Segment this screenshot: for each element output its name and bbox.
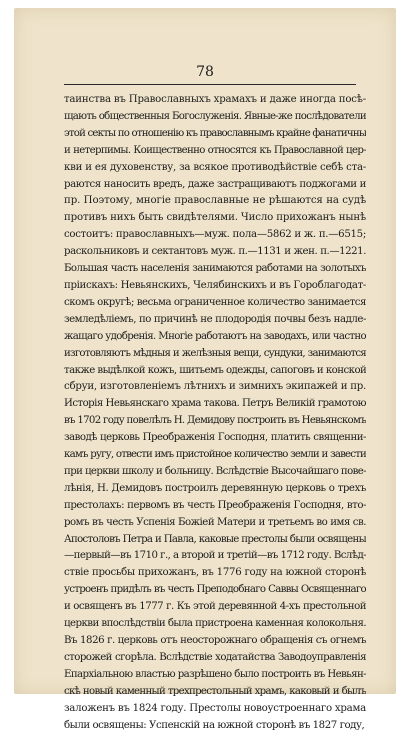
text-line: раются наносить вредъ, даже застращиваютъ поджогами и (64, 178, 366, 190)
text-line: лѣнія, Н. Демидовъ построилъ деревянную церковь о трехъ (64, 482, 366, 494)
text-line: сбруи, изготовленіемъ лѣтнихъ и зимнихъ экипажей и пр. (64, 381, 366, 393)
text-line: въ 1702 году повелѣлъ Н. Демидову построить въ Невьянскомъ (64, 415, 366, 427)
header-rule (64, 84, 356, 85)
text-line: и нетерпимы. Коищественно относятся къ Православной цер- (64, 144, 366, 156)
text-line: при церкви школу и больницу. Вслѣдствіе Высочайшаго пове- (64, 465, 366, 477)
text-line: скомъ округѣ; весьма ограниченное количество занимается (64, 296, 366, 308)
text-line: камъ ругу, отвести имъ пристойное количество земли и завести (64, 449, 366, 461)
text-line: Большая часть населенія занимаются работами на золотыхъ (64, 263, 366, 275)
text-line: устроенъ придѣлъ въ честь Преподобнаго Саввы Освященнаго (64, 584, 366, 596)
body-text (64, 92, 366, 734)
text-line: пр. Поэтому, многіе православные не рѣшаются на судѣ (64, 195, 366, 207)
text-line: кви и ея духовенству, за всякое противодѣйствіе себѣ ста- (64, 161, 366, 173)
text-line: ромъ въ честь Успенія Божіей Матери и третьемъ во имя св. (64, 516, 366, 528)
text-line: —первый—въ 1710 г., а второй и третій—въ 1712 году. Вслѣд- (64, 550, 366, 562)
text-line: церкви впослѣдствіи была пристроена каменная колокольня. (64, 618, 366, 630)
text-line: состоитъ: православныхъ—муж. пола—5862 и ж. п.—6515; (64, 229, 366, 241)
text-line: также выдѣлкой кожъ, шитьемъ одежды, сапоговъ и конской (64, 364, 366, 376)
text-line: Въ 1826 г. церковь отъ неосторожнаго обращенія съ огнемъ (64, 635, 366, 646)
text-line: жащаго удобренія. Многіе работаютъ на заводахъ, или частно (64, 330, 366, 342)
text-line: земледѣліемъ, по причинѣ не плодородія почвы безъ надле- (64, 313, 366, 325)
page-number: 78 (196, 64, 214, 80)
text-line: сторожей сгорѣла. Вслѣдствіе ходатайства Заводоуправленія (64, 651, 366, 663)
text-line: противъ нихъ быть свидѣтелями. Число прихожанъ нынѣ (64, 212, 366, 224)
text-line: Епархіальною властью разрѣшено было построить въ Невьян- (64, 668, 366, 680)
text-line: щають общественныя Богослуженія. Явные-же послѣдователи (64, 110, 366, 122)
text-line: таинства въ Православныхъ храмахъ и даже иногда посѣ- (64, 94, 366, 105)
text-line: скѣ новый каменный трехпрестольный храмъ, каковый и былъ (64, 685, 366, 697)
text-line: раскольниковъ и сектантовъ муж. п.—1131 и жен. п.—1221. (64, 246, 366, 258)
text-line: Исторія Невьянскаго храма такова. Петръ Великій грамотою (64, 398, 366, 410)
text-line: заводѣ церковь Преображенія Господня, платить священни- (64, 432, 366, 444)
text-line: Апостоловъ Петра и Павла, каковые престолы были освящены (64, 533, 366, 545)
text-line: заложенъ въ 1824 году. Престолы новоустроеннаго храма (64, 702, 366, 714)
text-line: престолахъ: первомъ въ честь Преображенія Господня, вто- (64, 499, 366, 511)
text-line: ствіе просьбы прихожанъ, въ 1776 году на южной сторонѣ (64, 567, 366, 579)
text-line: были освящены: Успенскій на южной сторонѣ въ 1827 году, (64, 719, 365, 731)
text-line: этой секты по отношенію къ православнымъ крайне фанатичны (64, 127, 366, 139)
text-line: и освященъ въ 1777 г. Къ этой деревянной 4-хъ престольной (64, 601, 366, 613)
text-line: пріискахъ: Невьянскихъ, Челябинскихъ и въ Гороблагодат- (64, 279, 366, 291)
text-line: изготовляютъ мѣдныя и желѣзныя вещи, сундуки, занимаются (64, 347, 366, 359)
book-page (14, 8, 396, 731)
